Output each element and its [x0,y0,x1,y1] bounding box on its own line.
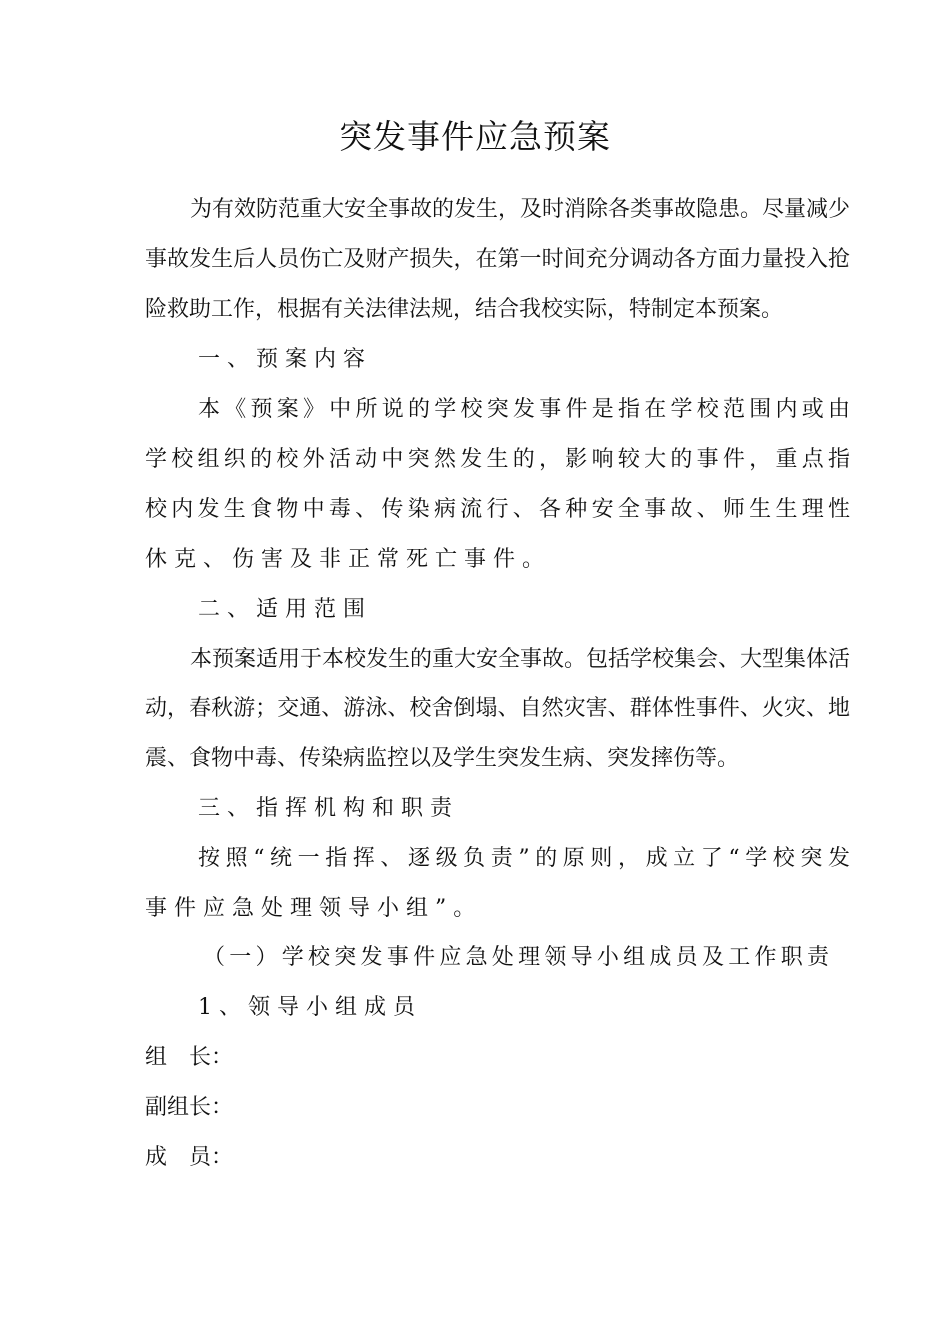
intro-line-1: 为有效防范重大安全事故的发生，及时消除各类事故隐患。尽量减少 [190,197,851,222]
member-leader-label: 组 长： [145,1045,234,1070]
section-2-line-3: 震、食物中毒、传染病监控以及学生突发生病、突发摔伤等。 [145,746,740,771]
section-1-line-1: 本《预案》中所说的学校突发事件是指在学校范围内或由 [198,397,850,422]
section-2-heading: 二、适用范围 [198,597,373,622]
section-1-line-3: 校内发生食物中毒、传染病流行、各种安全事故、师生生理性 [145,497,850,522]
section-2-line-1: 本预案适用于本校发生的重大安全事故。包括学校集会、大型集体活 [190,647,851,672]
section-1-line-2: 学校组织的校外活动中突然发生的，影响较大的事件，重点指 [145,447,850,472]
member-members-label: 成 员： [145,1145,234,1170]
section-2-line-2: 动，春秋游；交通、游泳、校舍倒塌、自然灾害、群体性事件、火灾、地 [145,696,850,721]
section-1-line-4: 休克、伤害及非正常死亡事件。 [145,547,552,572]
intro-line-3: 险救助工作，根据有关法律法规，结合我校实际，特制定本预案。 [145,297,784,322]
section-3-heading: 三、指挥机构和职责 [198,796,460,821]
member-deputy-label: 副组长： [145,1095,234,1120]
section-1-heading: 一、预案内容 [198,347,373,372]
document-title: 突发事件应急预案 [339,117,611,156]
section-3-line-2: 事件应急处理领导小组”。 [145,896,483,921]
intro-line-2: 事故发生后人员伤亡及财产损失，在第一时间充分调动各方面力量投入抢 [145,247,850,272]
section-3-item-1: 1、领导小组成员 [198,995,422,1020]
section-3-line-1: 按照“统一指挥、逐级负责”的原则，成立了“学校突发 [198,846,850,871]
section-3-subheading: （一）学校突发事件应急处理领导小组成员及工作职责 [203,945,829,970]
